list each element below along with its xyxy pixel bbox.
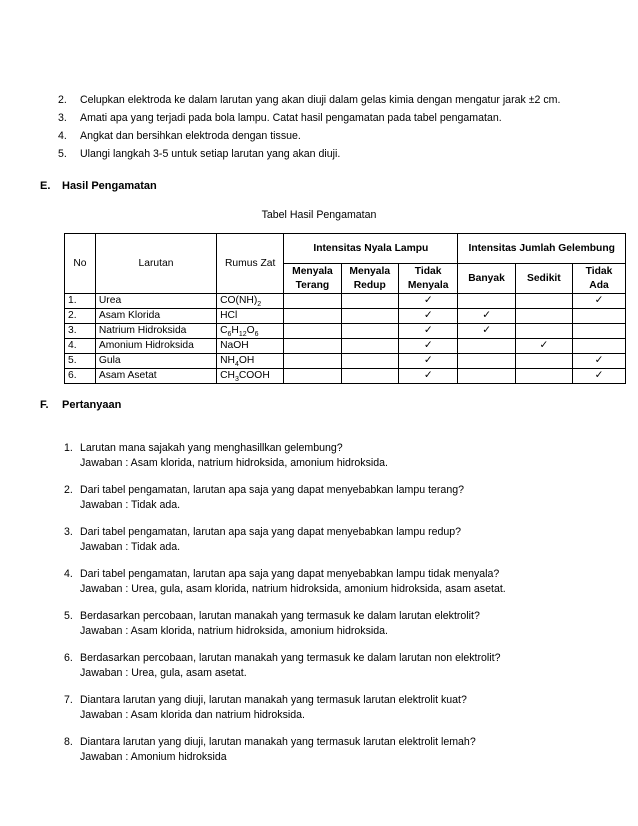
question-item [64,735,624,765]
table-row [65,339,626,354]
check-mark-icon: ✓ [594,370,604,381]
check-cell [572,324,625,339]
question-number: 8. [64,736,73,748]
question-text: Dari tabel pengamatan, larutan apa saja yang dapat menyebabkan lampu tidak menyala? [80,568,500,580]
check-cell [284,339,341,354]
formula-text: H [231,325,239,336]
row-larutan: Urea [95,294,216,309]
check-cell [458,324,515,339]
check-cell [572,294,625,309]
check-cell [515,324,572,339]
check-cell [341,339,398,354]
section-e-heading: E. Hasil Pengamatan [40,180,157,192]
row-rumus [217,339,284,354]
row-number: 3. [65,324,96,339]
answer-text: Jawaban : Asam klorida, natrium hidroksida, amonium hidroksida. [80,457,388,469]
question-number: 5. [64,610,73,622]
header-tidak-menyala: Tidak Menyala [398,264,458,294]
formula-text: CO(NH) [220,295,258,306]
question-number: 1. [64,442,73,454]
check-mark-icon: ✓ [423,310,433,321]
row-rumus [217,354,284,369]
header-nyala-group: Intensitas Nyala Lampu [284,234,458,264]
formula-text: COOH [238,370,270,381]
answer-text: Jawaban : Asam klorida, natrium hidroksida, amonium hidroksida. [80,625,388,637]
check-cell [458,294,515,309]
row-number: 4. [65,339,96,354]
answer-text: Jawaban : Tidak ada. [80,541,181,553]
check-mark-icon: ✓ [482,310,491,321]
header-rumus: Rumus Zat [217,234,284,294]
check-mark-icon: ✓ [423,340,433,351]
question-number: 4. [64,568,73,580]
header-tidak-ada: Tidak Ada [572,264,625,294]
question-item [64,525,624,555]
question-number: 2. [64,484,73,496]
table-row [65,324,626,339]
check-cell [341,294,398,309]
observation-table-body [65,294,626,384]
question-number: 7. [64,694,73,706]
procedure-step: 2. Celupkan elektroda ke dalam larutan yang akan diuji dalam gelas kimia dengan mengatur jarak ±2 cm. [58,94,561,106]
question-text: Dari tabel pengamatan, larutan apa saja yang dapat menyebabkan lampu redup? [80,526,462,538]
formula-text: CH [220,370,235,381]
check-cell [572,369,625,384]
check-cell [458,309,515,324]
row-number: 2. [65,309,96,324]
check-cell [458,339,515,354]
answer-text: Jawaban : Tidak ada. [80,499,181,511]
procedure-step: 5. Ulangi langkah 3-5 untuk setiap larutan yang akan diuji. [58,148,341,160]
check-cell [341,324,398,339]
check-cell [515,339,572,354]
question-item [64,651,624,681]
procedure-steps [58,91,560,163]
header-menyala-redup: Menyala Redup [341,264,398,294]
formula-text: O [246,325,255,336]
table-row [65,354,626,369]
formula-text: OH [238,355,255,366]
question-number: 3. [64,526,73,538]
check-cell [284,294,341,309]
check-cell [398,294,458,309]
check-cell [572,309,625,324]
formula-subscript: 6 [254,331,259,339]
question-number: 6. [64,652,73,664]
row-number: 1. [65,294,96,309]
procedure-step: 3. Amati apa yang terjadi pada bola lampu. Catat hasil pengamatan pada tabel pengamatan. [58,112,502,124]
check-mark-icon: ✓ [423,370,433,381]
formula-text: HCl [220,310,238,321]
row-larutan: Asam Asetat [95,369,216,384]
row-larutan: Amonium Hidroksida [95,339,216,354]
question-text: Dari tabel pengamatan, larutan apa saja yang dapat menyebabkan lampu terang? [80,484,464,496]
check-cell [341,369,398,384]
answer-text: Jawaban : Urea, gula, asam asetat. [80,667,247,679]
check-cell [341,309,398,324]
row-rumus [217,294,284,309]
question-item [64,609,624,639]
observation-table [64,233,626,384]
answer-text: Jawaban : Asam klorida dan natrium hidroksida. [80,709,305,721]
row-rumus [217,369,284,384]
check-cell [341,354,398,369]
check-cell [284,309,341,324]
check-cell [398,369,458,384]
check-mark-icon: ✓ [594,295,604,306]
header-banyak: Banyak [458,264,515,294]
check-cell [572,354,625,369]
question-item [64,483,624,513]
question-item [64,567,624,597]
check-cell [398,354,458,369]
answer-text: Jawaban : Urea, gula, asam klorida, natrium hidroksida, amonium hidroksida, asam asetat. [80,583,506,595]
formula-text: NH [220,355,235,366]
check-cell [284,369,341,384]
check-mark-icon: ✓ [539,340,549,351]
check-mark-icon: ✓ [423,295,433,306]
check-cell [458,369,515,384]
check-mark-icon: ✓ [482,325,491,336]
check-cell [515,309,572,324]
row-number: 5. [65,354,96,369]
row-rumus [217,324,284,339]
header-no: No [65,234,96,294]
formula-text: C [220,325,228,336]
formula-text: NaOH [220,340,249,351]
row-larutan: Asam Klorida [95,309,216,324]
check-cell [515,354,572,369]
row-larutan: Gula [95,354,216,369]
header-menyala-terang: Menyala Terang [284,264,341,294]
check-mark-icon: ✓ [423,325,433,336]
formula-subscript: 4 [234,361,239,369]
check-cell [515,294,572,309]
row-number: 6. [65,369,96,384]
question-list [64,441,624,777]
question-text: Berdasarkan percobaan, larutan manakah yang termasuk ke dalam larutan non elektrolit? [80,652,501,664]
check-cell [398,309,458,324]
formula-subscript: 3 [234,376,239,384]
question-text: Larutan mana sajakah yang menghasillkan gelembung? [80,442,343,454]
question-item [64,693,624,723]
header-sedikit: Sedikit [515,264,572,294]
question-text: Diantara larutan yang diuji, larutan manakah yang termasuk larutan elektrolit kuat? [80,694,467,706]
table-caption: Tabel Hasil Pengamatan [261,209,377,221]
check-cell [284,324,341,339]
formula-subscript: 2 [257,301,262,309]
table-row [65,369,626,384]
formula-subscript: 12 [238,331,247,339]
answer-text: Jawaban : Amonium hidroksida [80,751,227,763]
check-cell [284,354,341,369]
check-cell [458,354,515,369]
check-mark-icon: ✓ [423,355,433,366]
check-mark-icon: ✓ [594,355,604,366]
question-item [64,441,624,471]
check-cell [398,339,458,354]
header-gelembung-group: Intensitas Jumlah Gelembung [458,234,626,264]
table-row [65,294,626,309]
table-row [65,309,626,324]
check-cell [572,339,625,354]
check-cell [398,324,458,339]
question-text: Berdasarkan percobaan, larutan manakah yang termasuk ke dalam larutan elektrolit? [80,610,480,622]
section-f-heading: F. Pertanyaan [40,399,122,411]
row-larutan: Natrium Hidroksida [95,324,216,339]
procedure-step: 4. Angkat dan bersihkan elektroda dengan tissue. [58,130,301,142]
question-text: Diantara larutan yang diuji, larutan manakah yang termasuk larutan elektrolit lemah? [80,736,476,748]
header-larutan: Larutan [95,234,216,294]
row-rumus [217,309,284,324]
check-cell [515,369,572,384]
formula-subscript: 6 [227,331,232,339]
